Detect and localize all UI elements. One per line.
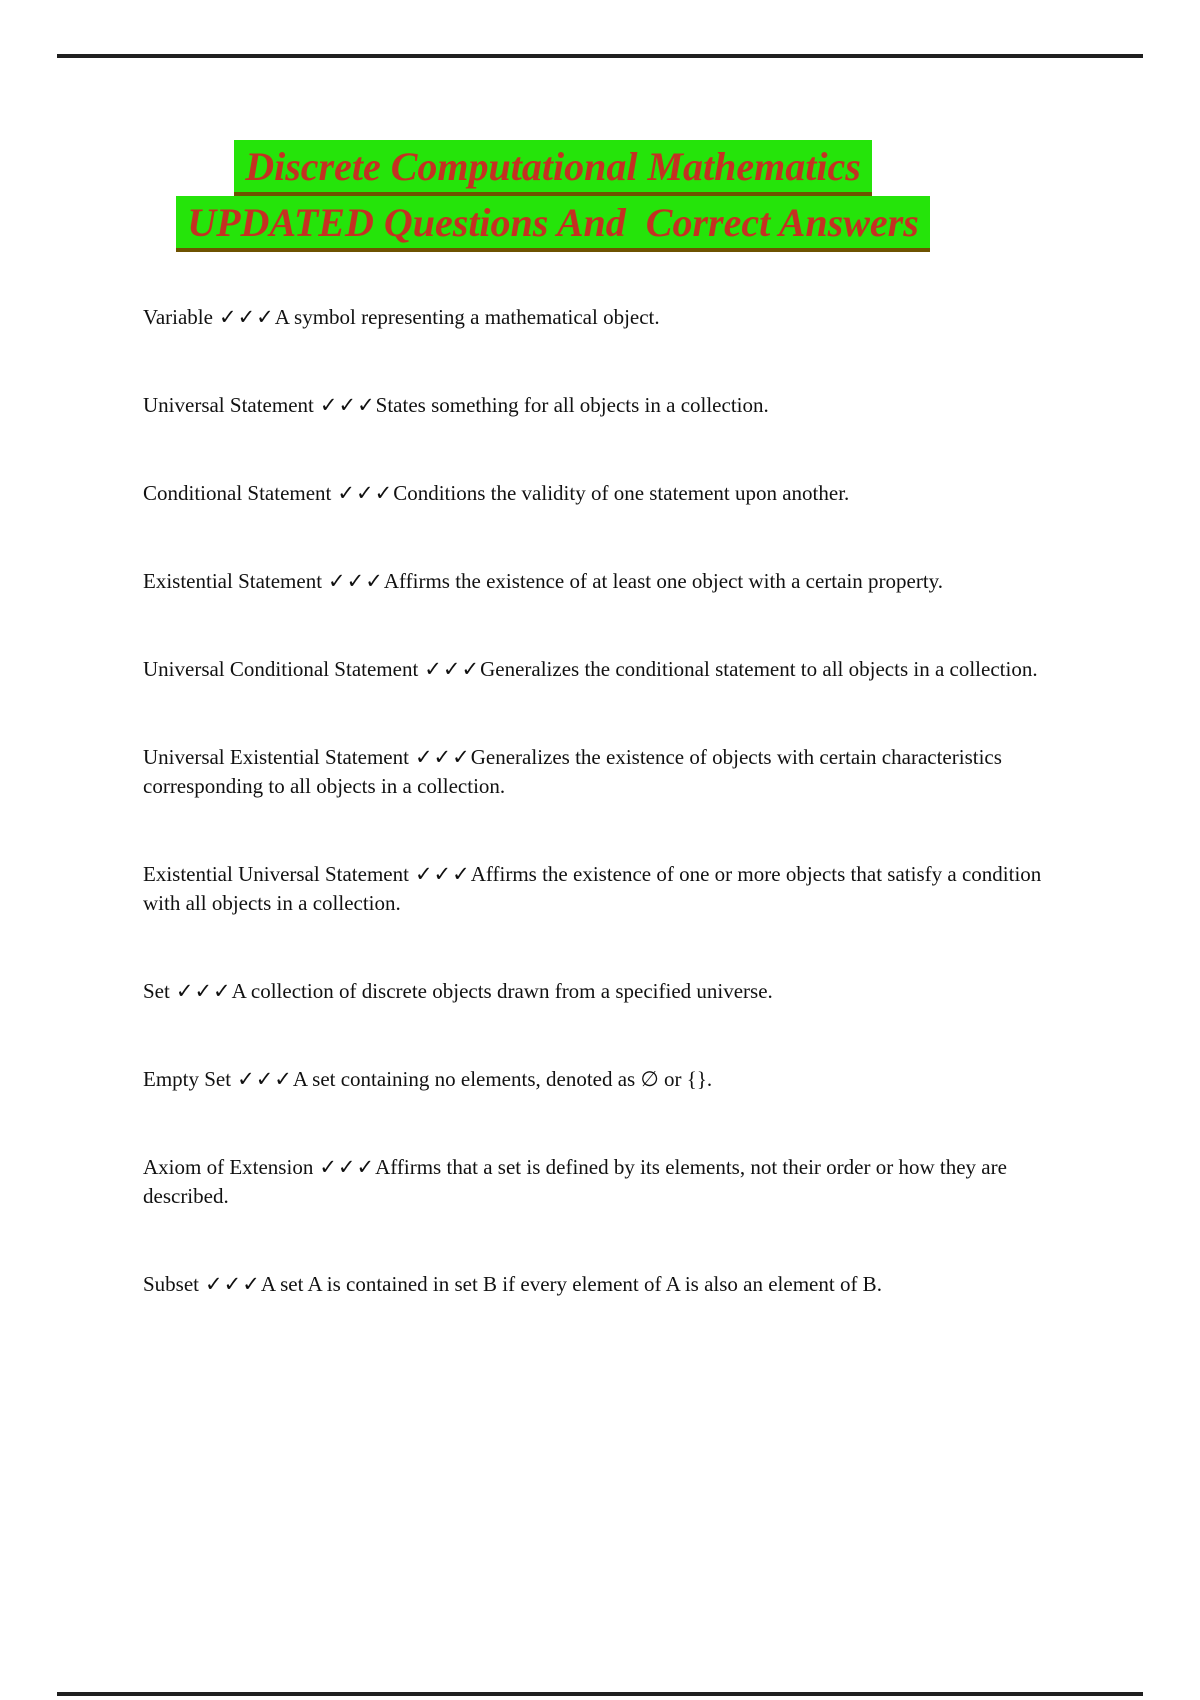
checkmarks-separator: ✓✓✓ xyxy=(237,1067,293,1091)
qa-item xyxy=(143,860,1078,918)
checkmarks-separator: ✓✓✓ xyxy=(205,1272,261,1296)
qa-item xyxy=(143,1153,1078,1211)
title-line-1: Discrete Computational Mathematics xyxy=(234,140,872,196)
qa-term: Universal Statement xyxy=(143,393,314,417)
checkmarks-separator: ✓✓✓ xyxy=(175,979,232,1003)
qa-definition: Generalizes the existence of objects with certain characteristics corresponding to all objects in a collection. xyxy=(143,745,1002,798)
checkmarks-separator: ✓✓✓ xyxy=(424,657,481,681)
qa-definition: Affirms the existence of at least one object with a certain property. xyxy=(383,569,944,593)
qa-item xyxy=(143,977,1078,1006)
qa-definition: Affirms that a set is defined by its elements, not their order or how they are described. xyxy=(143,1155,1007,1208)
qa-term: Subset xyxy=(143,1272,200,1296)
qa-term: Existential Universal Statement xyxy=(143,862,409,886)
qa-item xyxy=(143,1270,1078,1299)
checkmarks-separator: ✓✓✓ xyxy=(414,862,471,886)
qa-definition: A collection of discrete objects drawn from a specified universe. xyxy=(231,979,773,1003)
qa-term: Conditional Statement xyxy=(143,481,332,505)
qa-item xyxy=(143,391,1078,420)
qa-term: Universal Existential Statement xyxy=(143,745,409,769)
qa-definition: States something for all objects in a collection. xyxy=(375,393,769,417)
qa-item xyxy=(143,303,1078,332)
qa-term: Variable xyxy=(143,305,213,329)
qa-term: Existential Statement xyxy=(143,569,323,593)
qa-list xyxy=(143,303,1078,1358)
qa-item xyxy=(143,567,1078,596)
bottom-horizontal-rule xyxy=(57,1692,1143,1696)
qa-item xyxy=(143,479,1078,508)
checkmarks-separator: ✓✓✓ xyxy=(337,481,394,505)
top-horizontal-rule xyxy=(57,54,1143,58)
qa-definition: A set A is contained in set B if every element of A is also an element of B. xyxy=(260,1272,882,1296)
qa-item xyxy=(143,743,1078,801)
checkmarks-separator: ✓✓✓ xyxy=(414,745,471,769)
qa-term: Universal Conditional Statement xyxy=(143,657,419,681)
checkmarks-separator: ✓✓✓ xyxy=(319,1155,376,1179)
qa-term: Axiom of Extension xyxy=(143,1155,314,1179)
qa-term: Set xyxy=(143,979,170,1003)
qa-term: Empty Set xyxy=(143,1067,232,1091)
qa-definition: A set containing no elements, denoted as ∅ or {}. xyxy=(292,1067,713,1091)
checkmarks-separator: ✓✓✓ xyxy=(218,305,275,329)
checkmarks-separator: ✓✓✓ xyxy=(328,569,384,593)
title-line-2: UPDATED Questions And Correct Answers xyxy=(176,196,930,252)
qa-item xyxy=(143,1065,1078,1094)
qa-definition: A symbol representing a mathematical object. xyxy=(274,305,660,329)
document-title xyxy=(143,140,963,252)
qa-definition: Affirms the existence of one or more objects that satisfy a condition with all objects in a collection. xyxy=(143,862,1042,915)
qa-definition: Conditions the validity of one statement upon another. xyxy=(393,481,850,505)
qa-definition: Generalizes the conditional statement to all objects in a collection. xyxy=(480,657,1038,681)
qa-item xyxy=(143,655,1078,684)
checkmarks-separator: ✓✓✓ xyxy=(319,393,376,417)
